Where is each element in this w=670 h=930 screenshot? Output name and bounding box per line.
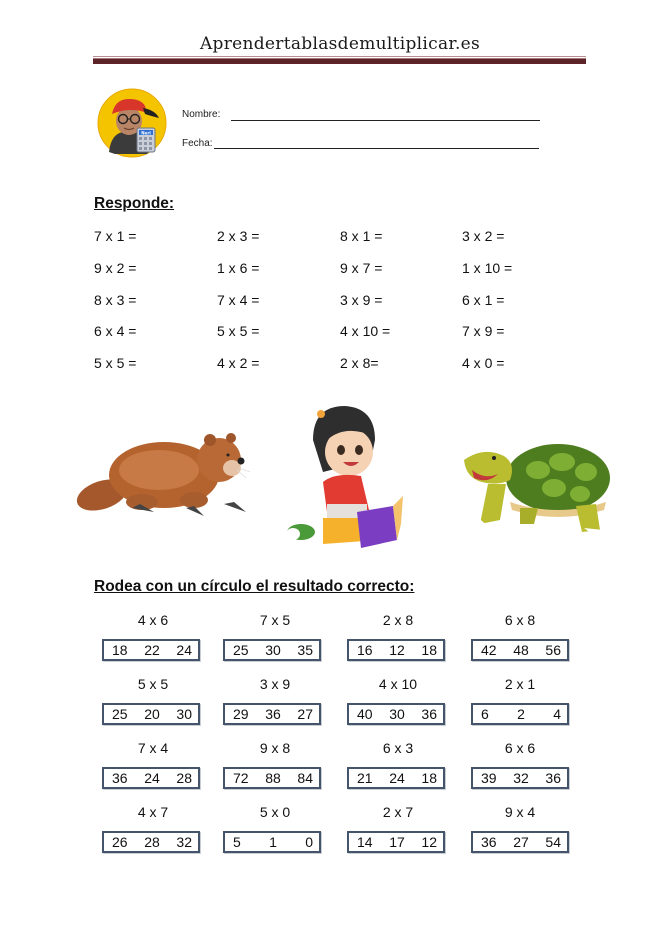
- exercise-item: 4 x 0 =: [462, 355, 505, 371]
- answer-option[interactable]: 36: [421, 706, 437, 722]
- answer-option[interactable]: 18: [421, 642, 437, 658]
- answer-option[interactable]: 29: [233, 706, 249, 722]
- answer-option[interactable]: 17: [389, 834, 405, 850]
- exercise-item: 2 x 3 =: [217, 228, 260, 244]
- answer-options-box: [223, 639, 321, 661]
- answer-option[interactable]: 84: [297, 770, 313, 786]
- answer-option[interactable]: 24: [176, 642, 192, 658]
- answer-option[interactable]: 36: [265, 706, 281, 722]
- answer-option[interactable]: 24: [389, 770, 405, 786]
- answer-option[interactable]: 28: [176, 770, 192, 786]
- exercise-item: 3 x 2 =: [462, 228, 505, 244]
- answer-options-box: [102, 639, 200, 661]
- question-label: 4 x 6: [137, 612, 169, 628]
- question-label: 6 x 8: [504, 612, 536, 628]
- answer-option[interactable]: 5: [233, 834, 241, 850]
- answer-option[interactable]: 39: [481, 770, 497, 786]
- answer-option[interactable]: 1: [269, 834, 277, 850]
- question-label: 5 x 5: [137, 676, 169, 692]
- answer-option[interactable]: 36: [545, 770, 561, 786]
- svg-text:Neri: Neri: [141, 130, 151, 136]
- exercise-item: 6 x 4 =: [94, 323, 137, 339]
- answer-option[interactable]: 22: [144, 642, 160, 658]
- exercise-item: 5 x 5 =: [94, 355, 137, 371]
- answer-options-box: [102, 831, 200, 853]
- answer-options-box: [347, 767, 445, 789]
- answer-option[interactable]: 12: [421, 834, 437, 850]
- answer-option[interactable]: 36: [481, 834, 497, 850]
- turtle-illustration: [458, 440, 618, 535]
- question-label: 5 x 0: [259, 804, 291, 820]
- exercise-item: 5 x 5 =: [217, 323, 260, 339]
- answer-options-box: [347, 703, 445, 725]
- exercise-item: 9 x 2 =: [94, 260, 137, 276]
- answer-options-box: [223, 831, 321, 853]
- header-rule-highlight: [93, 56, 586, 57]
- section-title-rodea: Rodea con un círculo el resultado correcto:: [94, 578, 415, 595]
- answer-option[interactable]: 30: [265, 642, 281, 658]
- answer-options-box: [471, 703, 569, 725]
- answer-options-box: [347, 639, 445, 661]
- exercise-item: 8 x 3 =: [94, 292, 137, 308]
- answer-option[interactable]: 32: [176, 834, 192, 850]
- girl-reading-book-icon: [283, 400, 413, 560]
- answer-option[interactable]: 48: [513, 642, 529, 658]
- answer-option[interactable]: 14: [357, 834, 373, 850]
- answer-option[interactable]: 25: [112, 706, 128, 722]
- name-label: Nombre:: [182, 109, 221, 120]
- answer-option[interactable]: 12: [389, 642, 405, 658]
- answer-option[interactable]: 16: [357, 642, 373, 658]
- exercise-item: 7 x 9 =: [462, 323, 505, 339]
- date-input-line[interactable]: [214, 148, 539, 149]
- answer-option[interactable]: 26: [112, 834, 128, 850]
- answer-options-box: [471, 639, 569, 661]
- answer-option[interactable]: 30: [389, 706, 405, 722]
- answer-options-box: [223, 703, 321, 725]
- answer-option[interactable]: 21: [357, 770, 373, 786]
- answer-option[interactable]: 32: [513, 770, 529, 786]
- question-label: 7 x 4: [137, 740, 169, 756]
- beaver-icon: [74, 420, 254, 520]
- answer-option[interactable]: 18: [112, 642, 128, 658]
- answer-options-box: [471, 767, 569, 789]
- exercise-item: 7 x 4 =: [217, 292, 260, 308]
- name-input-line[interactable]: [231, 120, 540, 121]
- site-title: Aprendertablasdemultiplicar.es: [199, 34, 481, 54]
- question-label: 3 x 9: [259, 676, 291, 692]
- answer-option[interactable]: 0: [305, 834, 313, 850]
- section-title-responde: Responde:: [94, 195, 175, 212]
- header-rule: [93, 58, 586, 64]
- question-label: 4 x 10: [378, 676, 418, 692]
- answer-option[interactable]: 72: [233, 770, 249, 786]
- question-label: 7 x 5: [259, 612, 291, 628]
- question-label: 2 x 8: [382, 612, 414, 628]
- answer-option[interactable]: 35: [297, 642, 313, 658]
- turtle-icon: [458, 440, 618, 535]
- avatar: [97, 88, 167, 158]
- exercise-item: 2 x 8=: [340, 355, 379, 371]
- question-label: 4 x 7: [137, 804, 169, 820]
- answer-option[interactable]: 24: [144, 770, 160, 786]
- answer-options-box: [471, 831, 569, 853]
- exercise-item: 3 x 9 =: [340, 292, 383, 308]
- date-label: Fecha:: [182, 138, 213, 149]
- question-label: 6 x 3: [382, 740, 414, 756]
- question-label: 9 x 4: [504, 804, 536, 820]
- exercise-item: 6 x 1 =: [462, 292, 505, 308]
- exercise-item: 4 x 10 =: [340, 323, 391, 339]
- answer-option[interactable]: 27: [297, 706, 313, 722]
- answer-option[interactable]: 56: [545, 642, 561, 658]
- answer-option[interactable]: 20: [144, 706, 160, 722]
- answer-option[interactable]: 27: [513, 834, 529, 850]
- exercise-item: 4 x 2 =: [217, 355, 260, 371]
- question-label: 6 x 6: [504, 740, 536, 756]
- exercise-item: 1 x 6 =: [217, 260, 260, 276]
- question-label: 2 x 1: [504, 676, 536, 692]
- answer-option[interactable]: 18: [421, 770, 437, 786]
- answer-option[interactable]: 30: [176, 706, 192, 722]
- answer-options-box: [347, 831, 445, 853]
- answer-option[interactable]: 4: [553, 706, 561, 722]
- exercise-item: 1 x 10 =: [462, 260, 513, 276]
- answer-option[interactable]: 40: [357, 706, 373, 722]
- girl-reading-illustration: [283, 400, 413, 560]
- exercise-item: 8 x 1 =: [340, 228, 383, 244]
- answer-options-box: [102, 703, 200, 725]
- question-label: 2 x 7: [382, 804, 414, 820]
- exercise-item: 9 x 7 =: [340, 260, 383, 276]
- answer-option[interactable]: 6: [481, 706, 489, 722]
- answer-option[interactable]: 28: [144, 834, 160, 850]
- answer-option[interactable]: 25: [233, 642, 249, 658]
- answer-options-box: [102, 767, 200, 789]
- answer-options-box: [223, 767, 321, 789]
- answer-option[interactable]: 42: [481, 642, 497, 658]
- answer-option[interactable]: 2: [517, 706, 525, 722]
- answer-option[interactable]: 88: [265, 770, 281, 786]
- exercise-item: 7 x 1 =: [94, 228, 137, 244]
- avatar-boy-calculator-icon: [97, 88, 167, 158]
- question-label: 9 x 8: [259, 740, 291, 756]
- answer-option[interactable]: 36: [112, 770, 128, 786]
- answer-option[interactable]: 54: [545, 834, 561, 850]
- beaver-illustration: [74, 420, 254, 520]
